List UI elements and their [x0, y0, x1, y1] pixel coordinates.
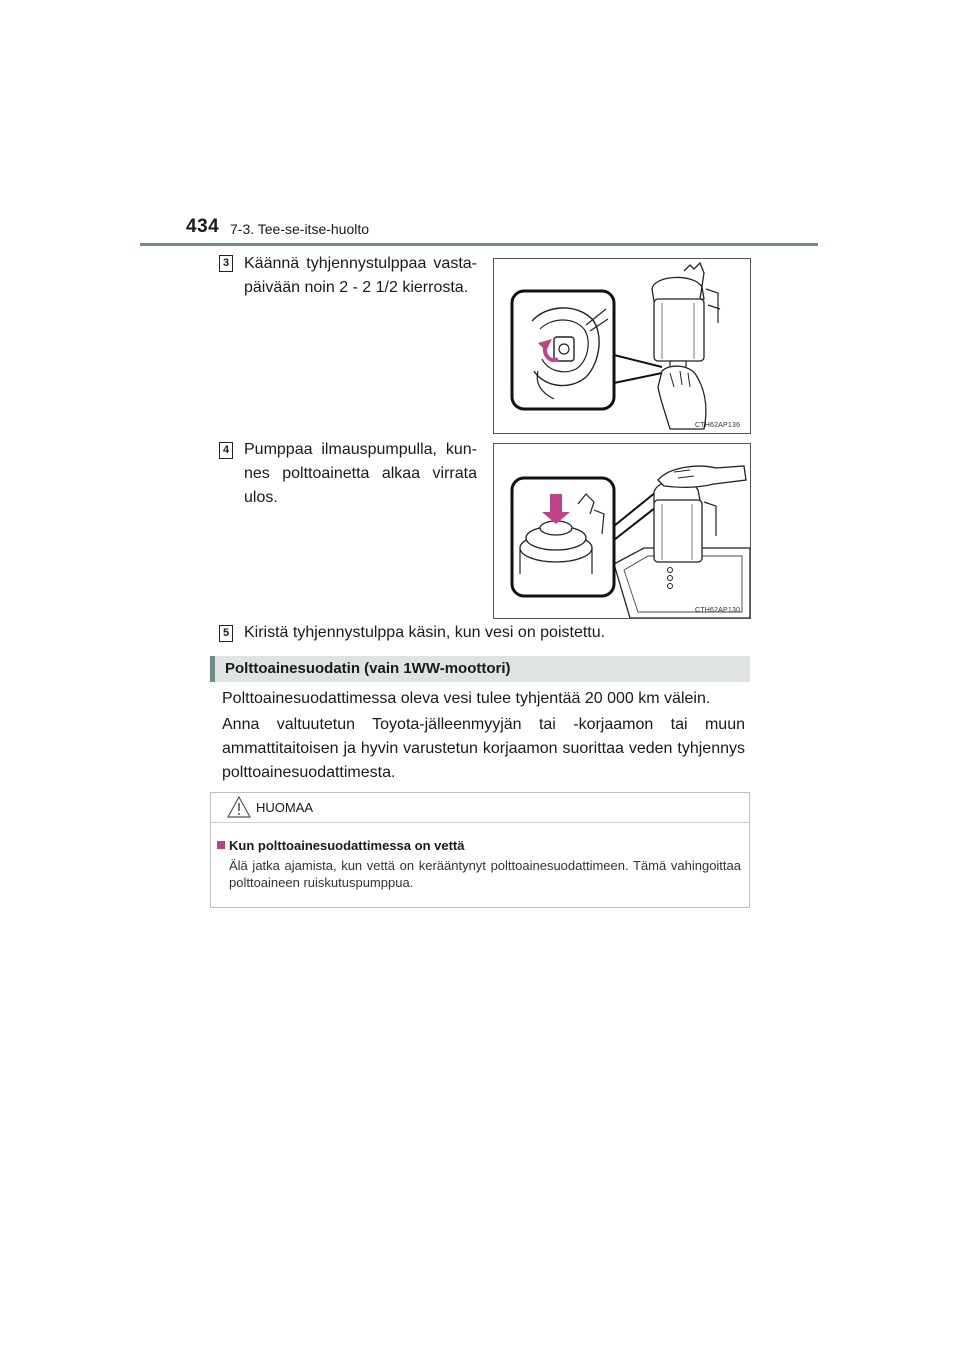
step-4-line-3: ulos.	[244, 489, 278, 506]
priming-pump-illustration	[494, 444, 750, 618]
step-4-text	[244, 438, 477, 510]
caution-label: HUOMAA	[256, 800, 314, 815]
paragraph-interval: Polttoainesuodattimessa oleva vesi tulee tyhjentää 20 000 km välein.	[222, 690, 711, 707]
figure-code-2: CTH62AP130	[695, 607, 741, 614]
figure-code-1: CTH62AP136	[695, 422, 741, 429]
section-heading: Polttoainesuodatin (vain 1WW-moottori)	[225, 660, 511, 677]
step-5-text: Kiristä tyhjennystulppa käsin, kun vesi on poistettu.	[244, 624, 606, 641]
section-heading-band	[210, 656, 750, 682]
page-number: 434	[186, 216, 220, 237]
step-3-line-1: Käännä tyhjennystulppaa vasta-	[244, 255, 477, 272]
caution-box	[210, 792, 750, 908]
caution-subheading: Kun polttoainesuodattimessa on vettä	[229, 838, 465, 853]
drain-plug-illustration	[494, 259, 750, 433]
caution-header	[211, 793, 749, 823]
step-number-5: 5	[219, 625, 233, 642]
bullet-square-icon	[217, 841, 225, 849]
step-number-3: 3	[219, 255, 233, 272]
warning-triangle-icon	[227, 796, 251, 818]
paragraph-service: Anna valtuutetun Toyota-jälleenmyyjän tai -korjaamon tai muun ammattitaitoisen ja hyvin varustetun korjaamon suorittaa veden tyhjennys polttoainesuodattimesta.	[222, 716, 745, 781]
figure-priming-pump	[493, 443, 751, 619]
step-number-4: 4	[219, 442, 233, 459]
step-4-line-1: Pumppaa ilmauspumpulla, kun-	[244, 441, 477, 458]
figure-drain-plug	[493, 258, 751, 434]
caution-body: Älä jatka ajamista, kun vettä on kerääntynyt polttoainesuodattimeen. Tämä vahingoittaa polttoaineen ruiskutuspumppua.	[229, 858, 741, 890]
caution-subheading-row	[217, 838, 464, 853]
step-4-line-2: nes polttoainetta alkaa virrata	[244, 465, 477, 482]
header-rule	[140, 243, 818, 246]
step-3-line-2: päivään noin 2 - 2 1/2 kierrosta.	[244, 279, 469, 296]
section-title: 7-3. Tee-se-itse-huolto	[230, 221, 370, 237]
step-3-text	[244, 252, 477, 300]
